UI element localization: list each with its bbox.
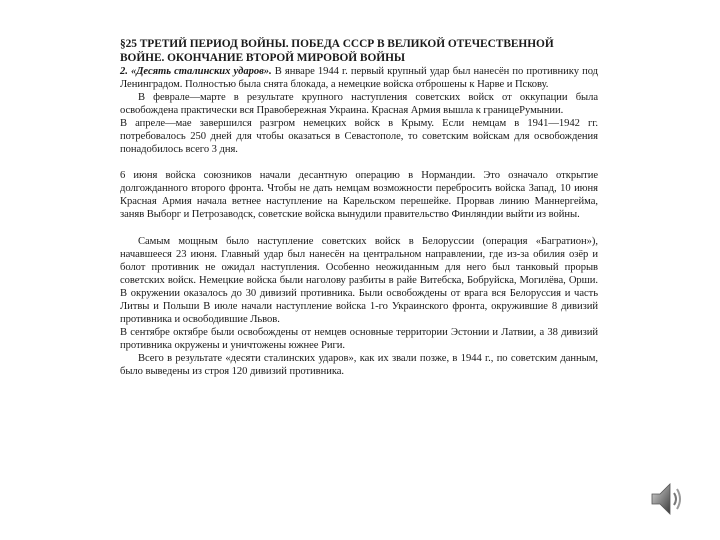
section-heading: 2. «Десять сталинских ударов».	[120, 66, 272, 77]
paragraph-4: 6 июня войска союзников начали десантную операцию в Нормандии. Это означало открытие долгожданного второго фронта. Чтобы не дать немцам возможности перебросить войска Запад, 10 июня Красная Армия начала ветнее наступление на Карельском перешейке. Прорвав линию Маннергейма, заняв Выборг и Петрозаводск, советские войска вынудили правительство Финляндии выйти из войны.	[120, 170, 598, 220]
paragraph-6: В сентябре октябре были освобождены от немцев основные территории Эстонии и Латвии, а 38 дивизий противника окружены и уничтожены южнее Риги.	[120, 327, 598, 351]
title-line-1: §25 ТРЕТИЙ ПЕРИОД ВОЙНЫ. ПОБЕДА СССР В ВЕЛИКОЙ ОТЕЧЕСТВЕННОЙ	[120, 38, 554, 50]
title-line-2: ВОЙНЕ. ОКОНЧАНИЕ ВТОРОЙ МИРОВОЙ ВОЙНЫ	[120, 51, 406, 64]
paragraph-3: В апреле—мае завершился разгром немецких войск в Крыму. Если немцам в 1941—1942 гг. потребовалось 250 дней для чтобы оказаться в Севастополе, то советским войскам для освобождения понадобилось всего 3 дня.	[120, 118, 598, 155]
document-body	[120, 38, 598, 378]
paragraph-1-text: В январе 1944 г. первый крупный удар был нанесён по противнику под Ленинградом. Полностью была снята блокада, а немецкие войска отброшены к Нарве и Пскову.	[120, 66, 598, 90]
paragraph-7: Всего в результате «десяти сталинских ударов», как их звали позже, в 1944 г., по советским данным, было выведены из строя 120 дивизий противника.	[120, 353, 598, 377]
paragraph-2: В феврале—марте в результате крупного наступления советских войск от оккупации была освобождена практически вся Правобережная Украина. Красная Армия вышла к границеРумынии.	[120, 92, 598, 116]
page-title	[120, 38, 598, 65]
paragraph-1	[120, 65, 598, 91]
speaker-icon[interactable]	[648, 478, 688, 520]
paragraph-5: Самым мощным было наступление советских войск в Белоруссии (операция «Багратион»), начавшееся 23 июня. Главный удар был нанесён на центральном направлении, где из-за обилия озёр и болот противник не ожидал наступления. Особенно неожиданным для него был танковый прорыв советских войск. Немецкие войска были наголову разбиты в райе Витебска, Бобруйска, Могилёва, Орши. В окружении оказалось до 30 дивизий противника. Были освобождены от врага вся Белоруссия и часть Литвы и Польши В июле начали наступление войска 1-го Украинского фронта, окружившие 8 дивизий противника и освободившие Львов.	[120, 236, 598, 325]
